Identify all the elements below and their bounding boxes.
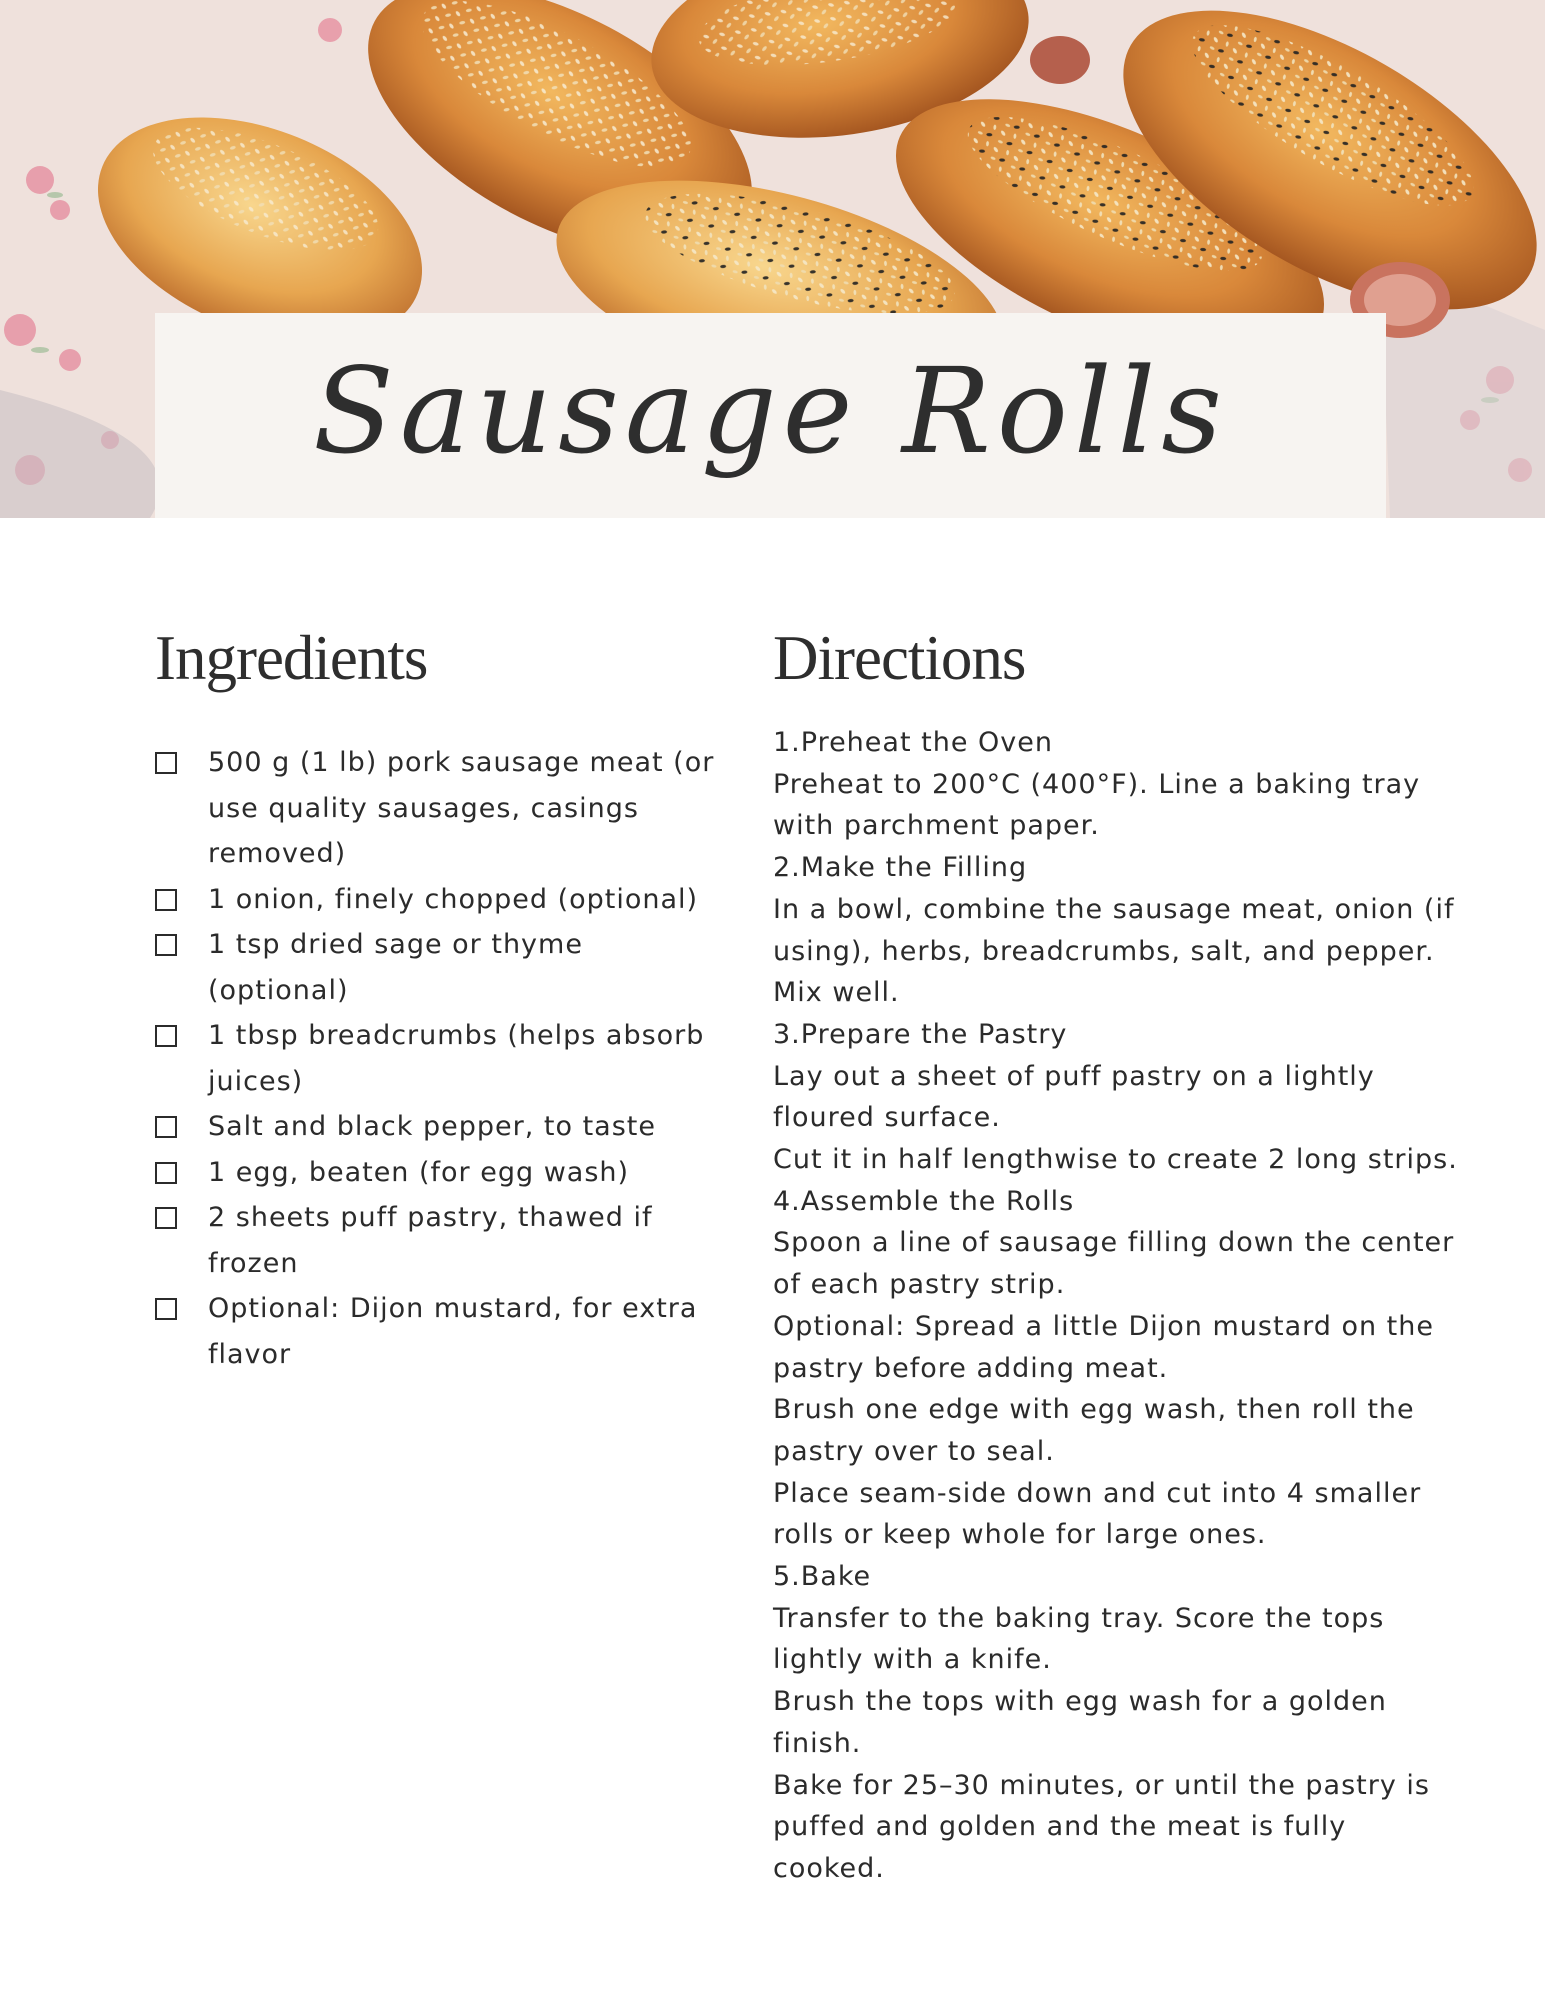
ingredient-checkbox[interactable] [155,1298,177,1320]
directions-body [773,722,1463,1890]
ingredient-text: 1 tsp dried sage or thyme (optional) [208,929,583,1006]
step-text: Brush one edge with egg wash, then roll the pastry over to seal. [773,1394,1415,1467]
title-banner [155,313,1386,518]
ingredient-checkbox[interactable] [155,889,177,911]
ingredient-text: 1 onion, finely chopped (optional) [208,883,699,915]
ingredient-checkbox[interactable] [155,934,177,956]
ingredient-text: 500 g (1 lb) pork sausage meat (or use quality sausages, casings removed) [208,747,715,869]
step-heading: 5.Bake [773,1561,872,1593]
ingredients-heading: Ingredients [155,623,428,693]
ingredient-item [155,740,715,877]
ingredient-text: Salt and black pepper, to taste [208,1111,656,1142]
ingredients-section [155,622,715,1377]
step-text: Transfer to the baking tray. Score the tops lightly with a knife. [773,1602,1385,1676]
ingredient-item [155,1286,715,1377]
ingredient-text: 2 sheets puff pastry, thawed if frozen [208,1202,653,1279]
ingredient-checkbox[interactable] [155,1207,177,1229]
ingredient-checkbox[interactable] [155,1025,177,1047]
ingredient-item [155,1195,715,1286]
step-text: Cut it in half lengthwise to create 2 long strips. [773,1144,1458,1176]
ingredient-checkbox[interactable] [155,1162,177,1184]
step-heading: 4.Assemble the Rolls [773,1185,1075,1217]
ingredient-item [155,1013,715,1104]
ingredients-list [155,740,715,1377]
ingredient-text: Optional: Dijon mustard, for extra flavor [208,1293,698,1370]
ingredient-text: 1 egg, beaten (for egg wash) [208,1156,630,1188]
step-text: Lay out a sheet of puff pastry on a lightly floured surface. [773,1060,1375,1134]
ingredient-item [155,1104,715,1150]
step-heading: 1.Preheat the Oven [773,727,1053,758]
directions-section [773,622,1463,1890]
page-title: Sausage Rolls [313,341,1228,480]
step-heading: 3.Prepare the Pastry [773,1018,1068,1050]
ingredient-item [155,922,715,1013]
hero-photo [0,0,1545,518]
ingredient-checkbox[interactable] [155,752,177,774]
step-text: Bake for 25–30 minutes, or until the pastry is puffed and golden and the meat is fully cooked. [773,1769,1430,1884]
ingredient-text: 1 tbsp breadcrumbs (helps absorb juices) [208,1020,705,1097]
ingredient-checkbox[interactable] [155,1116,177,1138]
step-text: Preheat to 200°C (400°F). Line a baking tray with parchment paper. [773,768,1421,842]
step-text: Place seam-side down and cut into 4 smaller rolls or keep whole for large ones. [773,1477,1422,1551]
directions-heading: Directions [773,623,1026,693]
ingredient-item [155,877,715,923]
ingredient-item [155,1150,715,1196]
step-heading: 2.Make the Filling [773,852,1028,884]
step-text: Brush the tops with egg wash for a golden finish. [773,1686,1387,1759]
step-text: Optional: Spread a little Dijon mustard on the pastry before adding meat. [773,1310,1434,1384]
step-text: Spoon a line of sausage filling down the center of each pastry strip. [773,1227,1455,1301]
step-text: In a bowl, combine the sausage meat, onion (if using), herbs, breadcrumbs, salt, and pepper. Mix well. [773,893,1455,1009]
